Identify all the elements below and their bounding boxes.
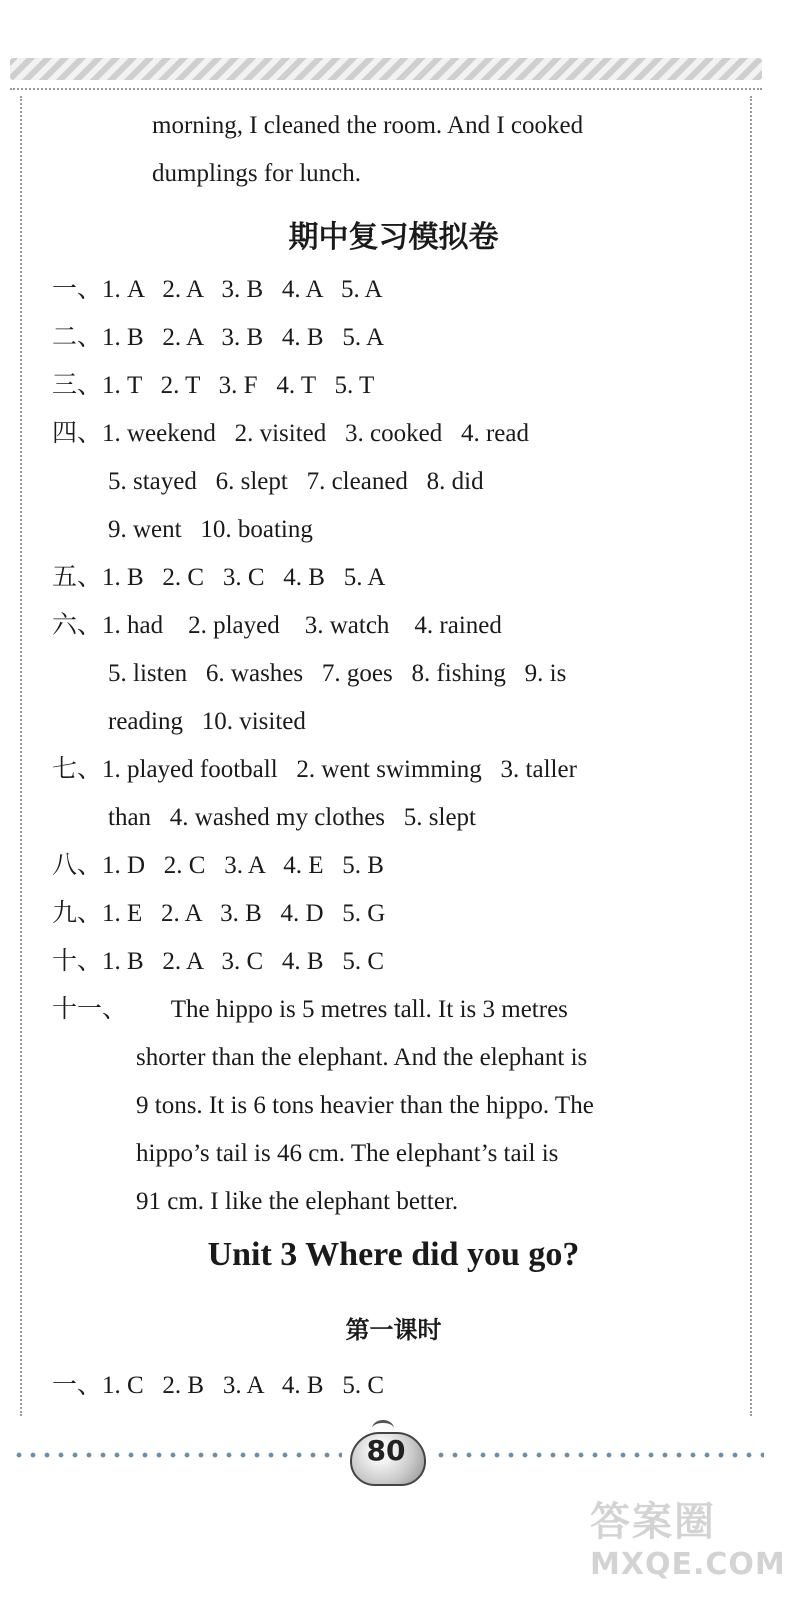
answer-line: 二、1. B 2. A 3. B 4. B 5. A xyxy=(52,324,384,351)
answer-line: shorter than the elephant. And the elephant is xyxy=(136,1044,588,1071)
unit-title: Unit 3 Where did you go? xyxy=(207,1236,580,1273)
section-title: 期中复习模拟卷 xyxy=(288,220,499,255)
watermark xyxy=(590,1490,786,1590)
answer-line: 四、1. weekend 2. visited 3. cooked 4. read xyxy=(52,420,529,447)
text-line: morning, I cleaned the room. And I cooked xyxy=(152,112,584,139)
answer-line: hippo’s tail is 46 cm. The elephant’s tail is xyxy=(136,1140,559,1167)
footer-dots-left xyxy=(12,1450,342,1460)
answer-line: than 4. washed my clothes 5. slept xyxy=(108,804,476,831)
answer-line: 六、1. had 2. played 3. watch 4. rained xyxy=(52,612,502,639)
answer-line: reading 10. visited xyxy=(108,708,306,735)
answer-line: 九、1. E 2. A 3. B 4. D 5. G xyxy=(52,900,386,927)
answer-line: 七、1. played football 2. went swimming 3. taller xyxy=(52,756,577,783)
answer-line: 一、1. C 2. B 3. A 4. B 5. C xyxy=(52,1372,384,1399)
answer-line: 一、1. A 2. A 3. B 4. A 5. A xyxy=(52,276,383,303)
answer-line: 三、1. T 2. T 3. F 4. T 5. T xyxy=(52,372,375,399)
answer-line: 八、1. D 2. C 3. A 4. E 5. B xyxy=(52,852,384,879)
text-line: dumplings for lunch. xyxy=(152,160,362,187)
answer-line: 5. listen 6. washes 7. goes 8. fishing 9. is xyxy=(108,660,567,687)
watermark-url: MXQE.COM xyxy=(590,1547,786,1582)
answer-line: 五、1. B 2. C 3. C 4. B 5. A xyxy=(52,564,386,591)
answer-line: 91 cm. I like the elephant better. xyxy=(136,1188,459,1215)
header-decoration-band xyxy=(10,58,762,80)
right-dotted-border xyxy=(750,96,752,1416)
watermark-logo-text: 答案圈 xyxy=(590,1499,716,1545)
answer-line: 十、1. B 2. A 3. C 4. B 5. C xyxy=(52,948,384,975)
page-number-badge xyxy=(346,1420,426,1482)
footer-dots-right xyxy=(434,1450,764,1460)
page-number: 80 xyxy=(366,1434,406,1467)
lesson-title: 第一课时 xyxy=(345,1316,442,1344)
answer-line: 5. stayed 6. slept 7. cleaned 8. did xyxy=(108,468,484,495)
answer-line: 9. went 10. boating xyxy=(108,516,313,543)
answer-line: 十一、 The hippo is 5 metres tall. It is 3 metres xyxy=(52,996,568,1023)
left-dotted-border xyxy=(20,96,22,1416)
answer-line: 9 tons. It is 6 tons heavier than the hippo. The xyxy=(136,1092,594,1119)
